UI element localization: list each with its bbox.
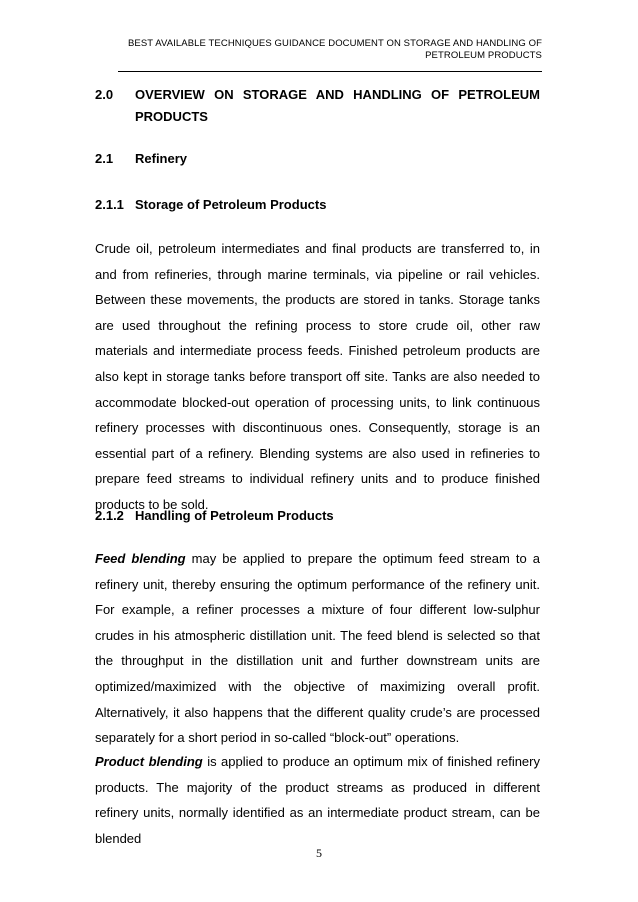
heading-2-0-number: 2.0	[95, 87, 114, 102]
heading-2-1-1-number: 2.1.1	[95, 197, 124, 212]
paragraph-storage: Crude oil, petroleum intermediates and final products are transferred to, in and from refineries, through marine terminals, via pipeline or rail vehicles. Between these movements, the products are stored in tanks. Storage tanks are used throughout the refining process to store crude oil, other raw materials and intermediate process feeds. Finished petroleum products are also kept in storage tanks before transport off site. Tanks are also needed to accommodate blocked-out operation of processing units, to link continuous refinery processes with discontinuous ones. Consequently, storage is an essential part of a refinery. Blending systems are also used in refineries to prepare feed streams to individual refinery units and to produce finished products to be sold.	[95, 241, 540, 512]
heading-2-1-2-number: 2.1.2	[95, 508, 124, 523]
heading-2-1-2	[95, 505, 540, 527]
running-header-line-1: BEST AVAILABLE TECHNIQUES GUIDANCE DOCUMENT ON STORAGE AND HANDLING OF	[127, 38, 542, 49]
heading-2-1-title: Refinery	[135, 151, 188, 166]
product-blending-term: Product blending	[95, 754, 203, 769]
header-divider	[118, 71, 542, 72]
product-blending-text: is applied to produce an optimum mix of finished refinery products. The majority of the product streams as produced in different refinery units, normally identified as an intermediate product stream, can be blended	[95, 754, 540, 846]
page-number: 5	[316, 846, 322, 860]
running-header	[100, 38, 542, 62]
heading-2-0-title-line-1: OVERVIEW ON STORAGE AND HANDLING OF PETROLEUM	[135, 87, 540, 102]
running-header-line-2: PETROLEUM PRODUCTS	[425, 50, 542, 61]
heading-2-1-number: 2.1	[95, 151, 114, 166]
feed-blending-term: Feed blending	[95, 551, 186, 566]
heading-2-1-1-title: Storage of Petroleum Products	[135, 197, 327, 212]
heading-2-0-title-line-2: PRODUCTS	[135, 109, 208, 124]
heading-2-1-1	[95, 194, 540, 216]
heading-2-1-2-title: Handling of Petroleum Products	[135, 508, 334, 523]
feed-blending-text: may be applied to prepare the optimum feed stream to a refinery unit, thereby ensuring the optimum performance of the refinery unit. For example, a refiner processes a mixture of four different low-sulphur crudes in his atmospheric distillation unit. The feed blend is selected so that the throughput in the distillation unit and further downstream units are optimized/maximized with the objective of maximizing overall profit. Alternatively, it also happens that the different quality crude’s are processed separately for a short period in so-called “block-out” operations.	[95, 551, 540, 746]
heading-2-0	[95, 84, 540, 128]
paragraph-feed-blending	[95, 546, 540, 751]
paragraph-product-blending	[95, 749, 540, 851]
heading-2-1	[95, 148, 540, 170]
